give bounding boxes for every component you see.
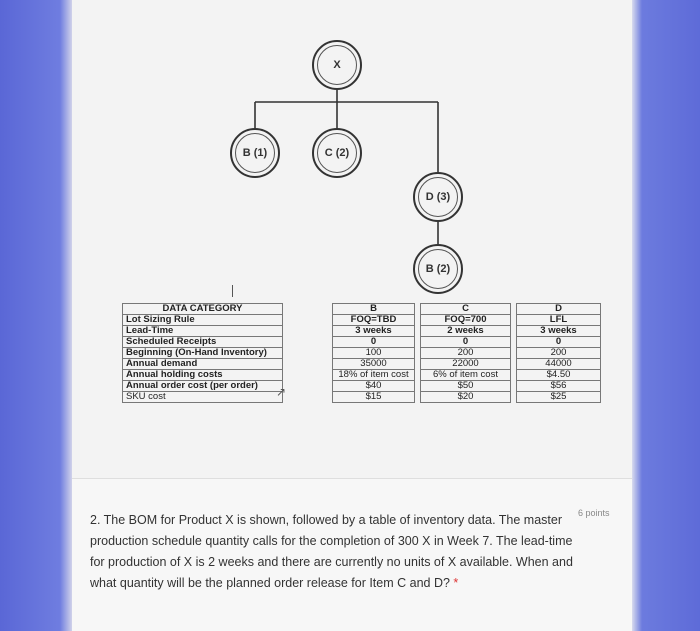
- row-label: Lot Sizing Rule: [123, 315, 283, 326]
- cell-c: $50: [421, 381, 511, 392]
- bom-node-x: [312, 40, 362, 90]
- bom-node-label: B (2): [425, 263, 451, 275]
- cell-b: 0: [333, 337, 415, 348]
- cell-d: 200: [517, 348, 601, 359]
- mouse-cursor-icon: ↗: [276, 385, 287, 399]
- row-label: Annual order cost (per order): [123, 381, 283, 392]
- cell-d: $4.50: [517, 370, 601, 381]
- cell-d: 0: [517, 337, 601, 348]
- cell-c: 0: [421, 337, 511, 348]
- question-points: 6 points: [578, 508, 610, 518]
- row-label: Annual demand: [123, 359, 283, 370]
- cell-b: 18% of item cost: [333, 370, 415, 381]
- cell-c: 200: [421, 348, 511, 359]
- stray-mark: [232, 285, 233, 297]
- cell-b: 3 weeks: [333, 326, 415, 337]
- cell-d: 3 weeks: [517, 326, 601, 337]
- table-row: [123, 315, 601, 326]
- cell-b: FOQ=TBD: [333, 315, 415, 326]
- cell-d: LFL: [517, 315, 601, 326]
- question-text-block: [90, 510, 590, 594]
- header-data-category: DATA CATEGORY: [123, 304, 283, 315]
- header-c: C: [421, 304, 511, 315]
- bom-node-b2: [413, 244, 463, 294]
- table-header-row: [123, 304, 601, 315]
- cell-b: $40: [333, 381, 415, 392]
- cell-c: 2 weeks: [421, 326, 511, 337]
- bom-node-label: D (3): [425, 191, 451, 203]
- cell-d: $25: [517, 392, 601, 403]
- bom-node-d3: [413, 172, 463, 222]
- cell-b: 100: [333, 348, 415, 359]
- cell-d: 44000: [517, 359, 601, 370]
- bom-node-c2: [312, 128, 362, 178]
- bom-node-label: X: [333, 59, 341, 71]
- table-row: [123, 392, 601, 403]
- row-label: Beginning (On-Hand Inventory): [123, 348, 283, 359]
- row-label: SKU cost: [123, 392, 283, 403]
- row-label: Scheduled Receipts: [123, 337, 283, 348]
- row-label: Annual holding costs: [123, 370, 283, 381]
- table-row: [123, 370, 601, 381]
- table-row: [123, 359, 601, 370]
- cell-d: $56: [517, 381, 601, 392]
- table-row: [123, 348, 601, 359]
- table-row: [123, 381, 601, 392]
- cell-c: FOQ=700: [421, 315, 511, 326]
- bom-node-label: C (2): [324, 147, 350, 159]
- cell-b: $15: [333, 392, 415, 403]
- inventory-data-table: [122, 303, 601, 403]
- bom-node-label: B (1): [242, 147, 268, 159]
- header-d: D: [517, 304, 601, 315]
- table-row: [123, 337, 601, 348]
- question-text: 2. The BOM for Product X is shown, followed by a table of inventory data. The master production schedule quantity calls for the completion of 300 X in Week 7. The lead-time for production of X is 2 weeks and there are currently no units of X available. When and what quantity will be the planned order release for Item C and D?: [90, 513, 573, 590]
- required-marker: *: [453, 576, 459, 590]
- bom-node-b1: [230, 128, 280, 178]
- cell-c: 6% of item cost: [421, 370, 511, 381]
- table-row: [123, 326, 601, 337]
- header-b: B: [333, 304, 415, 315]
- cell-c: 22000: [421, 359, 511, 370]
- row-label: Lead-Time: [123, 326, 283, 337]
- cell-b: 35000: [333, 359, 415, 370]
- cell-c: $20: [421, 392, 511, 403]
